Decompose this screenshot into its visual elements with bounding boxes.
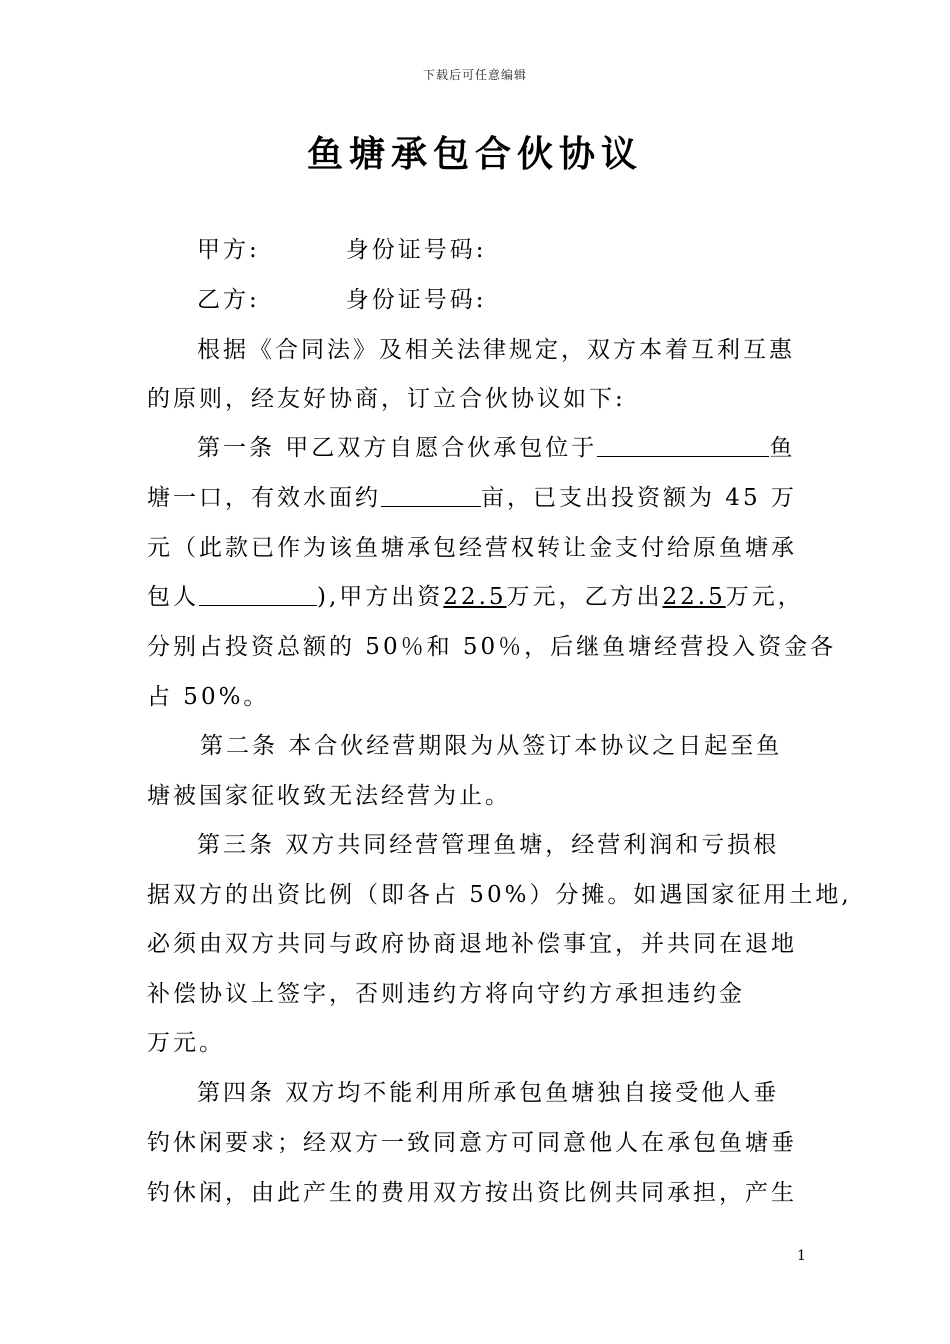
page-number: 1	[797, 1248, 806, 1264]
article1-text: 鱼	[769, 435, 796, 461]
intro-line-1: 根据《合同法》及相关法律规定，双方本着互利互惠	[197, 337, 795, 363]
article1-text: 塘一口，有效水面约	[147, 485, 381, 511]
article1-line-1	[197, 432, 877, 464]
article1-text: 亩，已支出投资额为 45 万	[481, 485, 797, 511]
article1-line-4	[147, 581, 827, 613]
document-title: 鱼塘承包合伙协议	[306, 134, 643, 175]
article1-text: 包人	[147, 584, 199, 610]
party-b-line	[197, 284, 877, 316]
article1-line-5: 分别占投资总额的 50％和 50％，后继鱼塘经营投入资金各	[147, 634, 837, 660]
article3-line-3: 必须由双方共同与政府协商退地补偿事宜，并共同在退地	[147, 931, 797, 957]
article4-line-1: 第四条 双方均不能利用所承包鱼塘独自接受他人垂	[197, 1080, 780, 1106]
party-a-label: 甲方:	[197, 237, 260, 263]
area-blank	[381, 484, 481, 507]
article1-line-2	[147, 482, 827, 514]
article1-text: 万元，乙方出	[506, 584, 663, 610]
article1-text: ),甲方出资	[317, 584, 444, 610]
intro-line-2: 的原则，经友好协商，订立合伙协议如下:	[147, 386, 626, 412]
article3-line-4: 补偿协议上签字，否则违约方将向守约方承担违约金	[147, 981, 745, 1007]
contractor-blank	[199, 583, 317, 606]
location-blank	[597, 434, 769, 457]
article3-line-1: 第三条 双方共同经营管理鱼塘，经营利润和亏损根	[197, 832, 780, 858]
party-a-id-label: 身份证号码:	[345, 237, 487, 263]
article2-line-1: 第二条 本合伙经营期限为从签订本协议之日起至鱼	[200, 733, 783, 759]
party-a-line	[197, 234, 877, 266]
article3-line-2: 据双方的出资比例（即各占 50%）分摊。如遇国家征用土地,	[147, 882, 852, 908]
article1-text: 第一条 甲乙双方自愿合伙承包位于	[197, 435, 598, 461]
party-a-amount: 22.5	[443, 584, 507, 610]
article2-line-2: 塘被国家征收致无法经营为止。	[147, 783, 511, 809]
party-b-label: 乙方:	[197, 287, 260, 313]
article4-line-3: 钓休闲，由此产生的费用双方按出资比例共同承担，产生	[147, 1180, 797, 1206]
article1-line-3: 元（此款已作为该鱼塘承包经营权转让金支付给原鱼塘承	[147, 535, 797, 561]
header-note: 下载后可任意编辑	[422, 68, 527, 82]
party-b-id-label: 身份证号码:	[345, 287, 487, 313]
article1-text: 万元，	[725, 584, 804, 610]
article1-line-6: 占 50%。	[147, 684, 270, 710]
article4-line-2: 钓休闲要求；经双方一致同意方可同意他人在承包鱼塘垂	[147, 1130, 797, 1156]
party-b-amount: 22.5	[662, 584, 726, 610]
article3-line-5: 万元。	[147, 1030, 225, 1056]
